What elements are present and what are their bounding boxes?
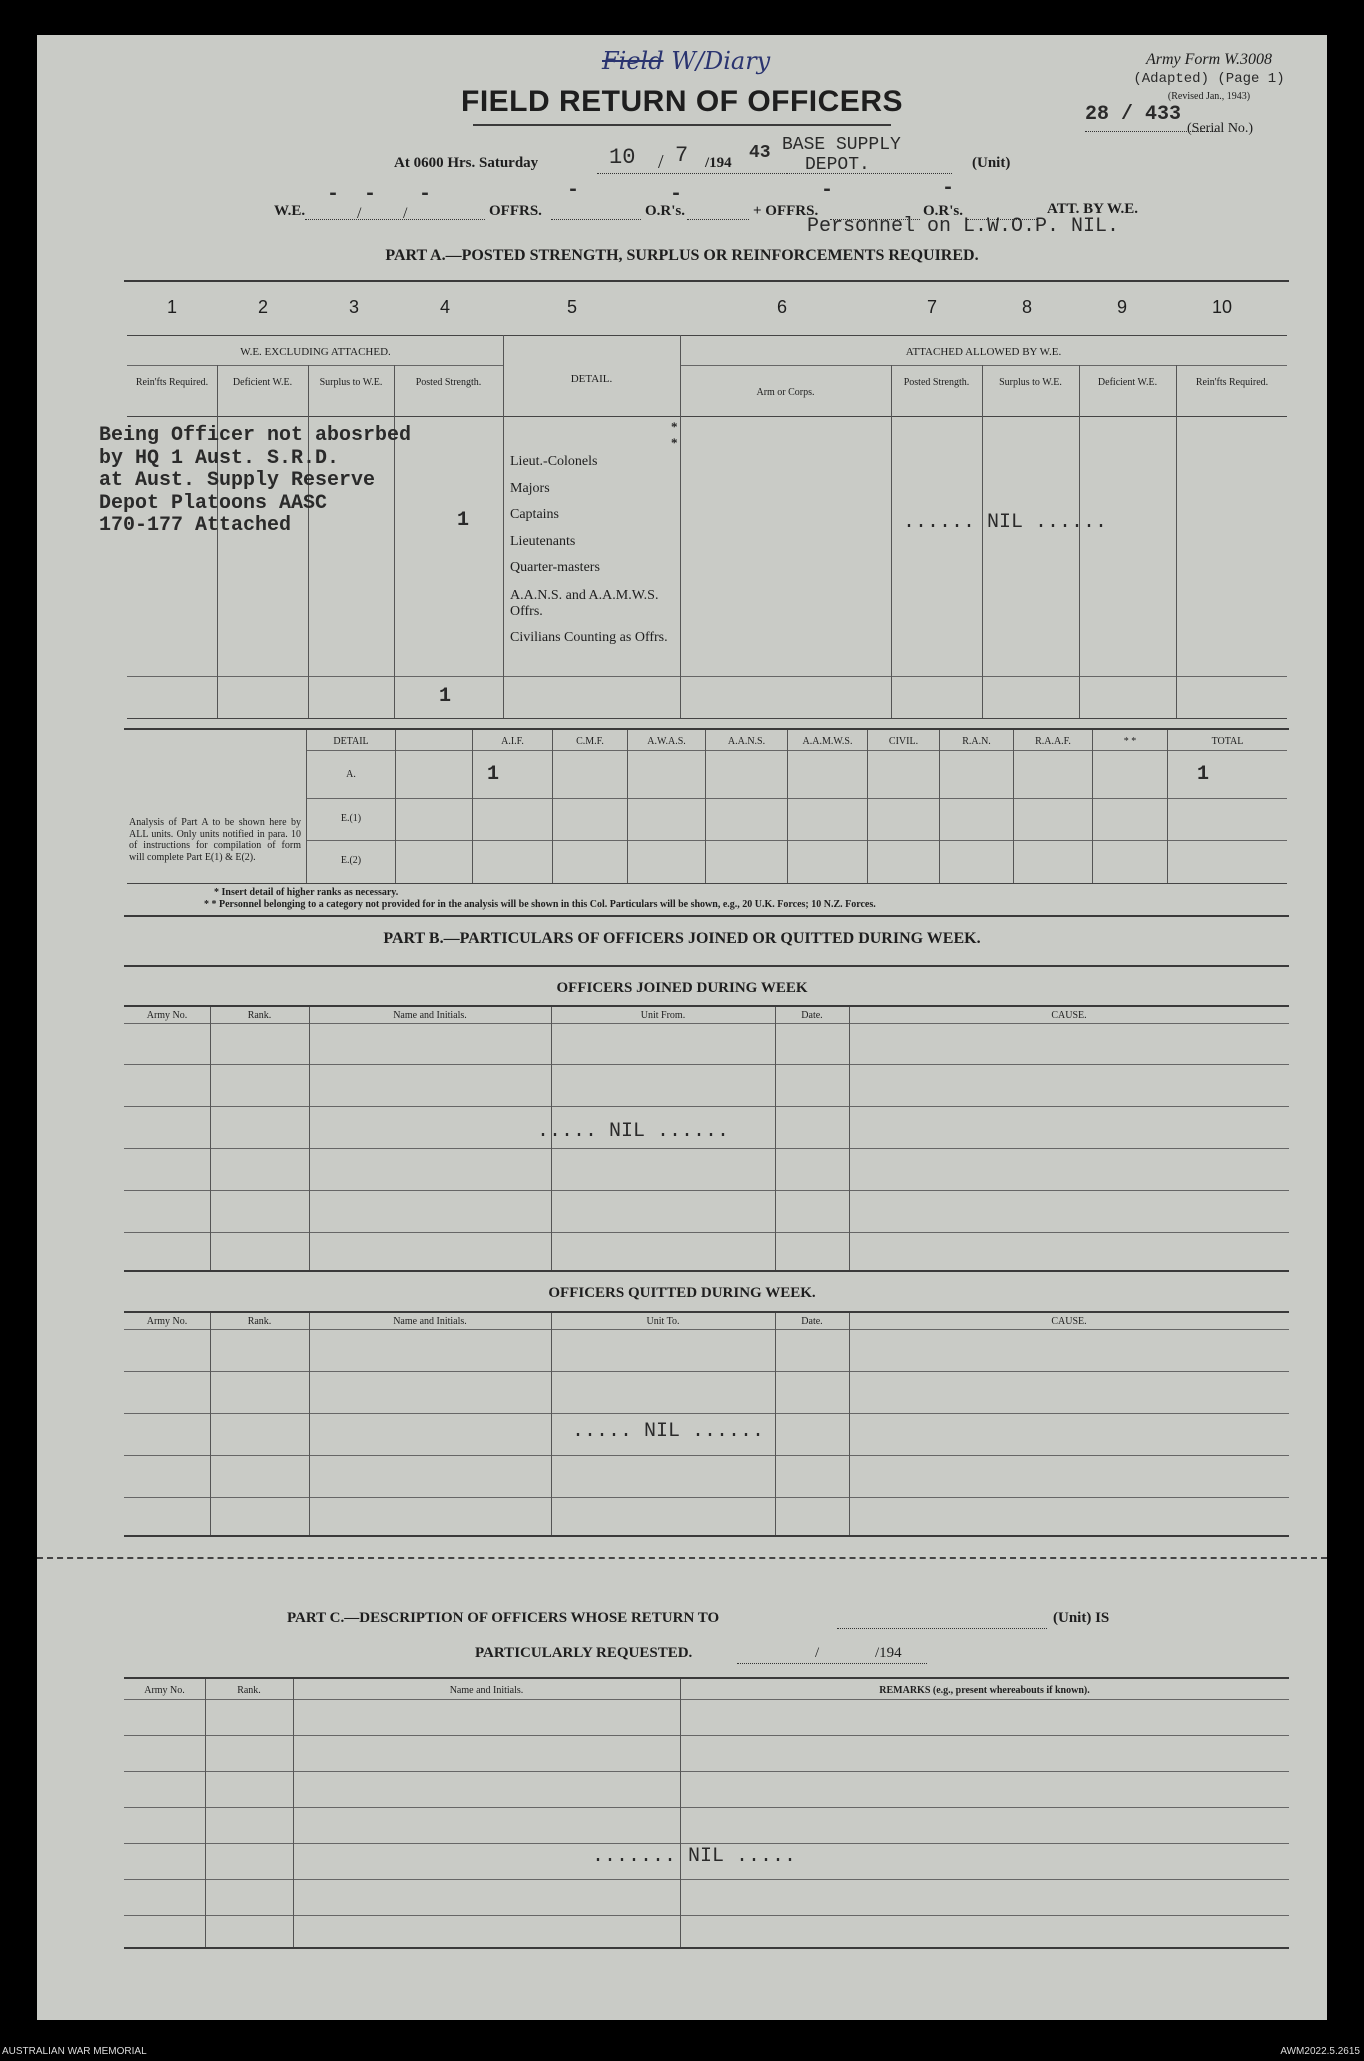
personnel-note: Personnel on L.W.O.P. NIL.: [807, 215, 1120, 238]
serial-label: (Serial No.): [1187, 121, 1254, 136]
row-label-e1: E.(1): [340, 813, 362, 824]
form-adapted: (Adapted) (Page 1): [1133, 71, 1285, 87]
tear-line: [37, 1557, 1327, 1559]
joined-nil: ..... NIL ......: [537, 1120, 730, 1143]
part-c-year: /194: [875, 1645, 902, 1661]
handwritten-note: [602, 47, 770, 75]
serial-value: 28 / 433: [1085, 103, 1182, 126]
joined-title: OFFICERS JOINED DURING WEEK: [556, 980, 808, 996]
footer-right: AWM2022.5.2615: [1280, 2046, 1360, 2057]
part-c-title: PART C.—DESCRIPTION OF OFFICERS WHOSE RETURN TO: [287, 1610, 720, 1626]
part-c-nil: ....... NIL .....: [592, 1845, 797, 1868]
part-c-unit-is: (Unit) IS: [1053, 1610, 1110, 1626]
title-underline: [473, 124, 891, 126]
typed-note: Being Officer not abosrbed by HQ 1 Aust. S.R.D. at Aust. Supply Reserve Depot Platoons AASC 170-177 Attached: [99, 424, 412, 537]
year-suffix: 43: [749, 143, 771, 163]
struck-word: Field: [602, 47, 664, 75]
unit-line1: BASE SUPPLY: [782, 135, 901, 155]
at-hrs-label: At 0600 Hrs. Saturday: [394, 155, 539, 171]
date-day: 10: [609, 145, 636, 170]
part-c-requested: PARTICULARLY REQUESTED.: [475, 1645, 693, 1661]
form-page: Field W/Diary Army Form W.3008 (Adapted) (Page 1) (Revised Jan., 1943) 28 / 433 (Serial No.) FIELD RETURN OF OFFICERS At 0600 Hrs. Saturday 10 / 7 /194 43 BASE SUPPLY DEPOT. (Unit) W.E. - - - / / OFFRS. - O.R's. - + OFFRS. - O.R's. - ATT. BY W.E. Personnel on L.W.O.P. NIL. PART A.—POSTED STRENGTH, SURPLUS OR REINFORCEMENTS REQUIRED. 1 2 3 4 5 6 7 8 9 10 W.E. EXCLUDING ATTACHED. ATTACHED ALLOWED BY W.E. Rein'fts Required. Deficient W.E. Surplus to W.E. Posted Strength. DETAIL. Arm or Corps. Posted Strength. Surplus to W.E. Deficient W.E. Rein'fts Required. * * Lieut.-Colonels Majors Captains Lieutenants Quarter-masters A.A.N.S. and A.A.M.W.S. Offrs. Civilians Counting as Offrs. Being Officer not abosrbed by HQ 1 Aust. S.R.D. at Aust. Supply Reserve Depot Platoons AASC 170-177 Attached 1 ...... NIL ...... 1 Analysis of Part A to be shown here by ALL units. Only units notified in para. 10 of instructions for compilation of form will complete Part E(1) & E(2). DETAIL A.I.F. C.M.F. A.W.A.S. A.A.N.S. A.A.M.W.S. CIVIL. R.A.N. R.A.A.F. * * TOTAL A. E.(1) E.(2) 1 1 * Insert detail of higher ranks as necessary. * * Personnel belonging to a category not provided for in the analysis will be shown in this Col. Particulars will be shown, e.g., 20 U.K. Forces; 10 N.Z. Forces. PART B.—PARTICULARS OF OFFICERS JOINED OR QUITTED DURING WEEK. OFFICERS JOINED DURING WEEK Army No. Rank. Name and Initials. Unit From. Date. CAUSE. ..... NIL ...... OFFICERS QUITTED DURING WEEK. Army No. Rank. Name and Initials. Unit To. Date. CAUSE. ..... NIL ...... PART C.—DESCRIPTION OF OFFICERS WHOSE RETURN TO (Unit) IS PARTICULARLY REQUESTED. / /194 Army No. Rank. Name and Initials. REMARKS (e.g., present whereabouts if known). ....... NIL .....: [37, 35, 1327, 2020]
we-label: W.E.: [274, 203, 306, 219]
attached-nil: ...... NIL ......: [903, 511, 1108, 534]
form-revised: (Revised Jan., 1943): [1167, 91, 1251, 102]
ors-label: O.R's.: [645, 203, 686, 219]
year-prefix: /194: [705, 155, 732, 171]
part-a-title: PART A.—POSTED STRENGTH, SURPLUS OR REINFORCEMENTS REQUIRED.: [385, 247, 979, 264]
form-id: Army Form W.3008: [1145, 51, 1273, 68]
footer-left: AUSTRALIAN WAR MEMORIAL: [2, 2046, 147, 2057]
group-we-excluding: W.E. EXCLUDING ATTACHED.: [240, 346, 391, 358]
row-label-a: A.: [346, 769, 356, 780]
att-label: ATT. BY W.E.: [1047, 201, 1139, 217]
unit-label: (Unit): [972, 155, 1011, 171]
footnote-2: * * Personnel belonging to a category not provided for in the analysis will be shown in this Col. Particulars will be shown, e.g., 20 U.K. Forces; 10 N.Z. Forces.: [204, 899, 876, 910]
date-month: 7: [675, 143, 689, 168]
posted-total: 1: [439, 685, 452, 708]
plus-offrs-label: + OFFRS.: [753, 203, 819, 219]
quitted-nil: ..... NIL ......: [572, 1420, 765, 1443]
footnote-1: * Insert detail of higher ranks as necessary.: [214, 887, 399, 898]
ors-label-2: O.R's.: [923, 203, 964, 219]
group-attached: ATTACHED ALLOWED BY W.E.: [905, 346, 1062, 358]
w-diary-note: W/Diary: [671, 47, 771, 75]
aif-value: 1: [487, 763, 500, 786]
row-label-e2: E.(2): [340, 855, 362, 866]
part-b-title: PART B.—PARTICULARS OF OFFICERS JOINED OR QUITTED DURING WEEK.: [383, 930, 981, 947]
quitted-title: OFFICERS QUITTED DURING WEEK.: [548, 1285, 816, 1301]
offrs-label: OFFRS.: [489, 203, 542, 219]
page-title: FIELD RETURN OF OFFICERS: [461, 85, 903, 118]
analysis-note: Analysis of Part A to be shown here by ALL units. Only units notified in para. 10 of instructions for compilation of form will complete Part E(1) & E(2).: [129, 817, 301, 863]
date-line: [597, 173, 787, 174]
total-value: 1: [1197, 763, 1210, 786]
posted-captains: 1: [457, 509, 470, 532]
unit-line2: DEPOT.: [805, 155, 870, 175]
